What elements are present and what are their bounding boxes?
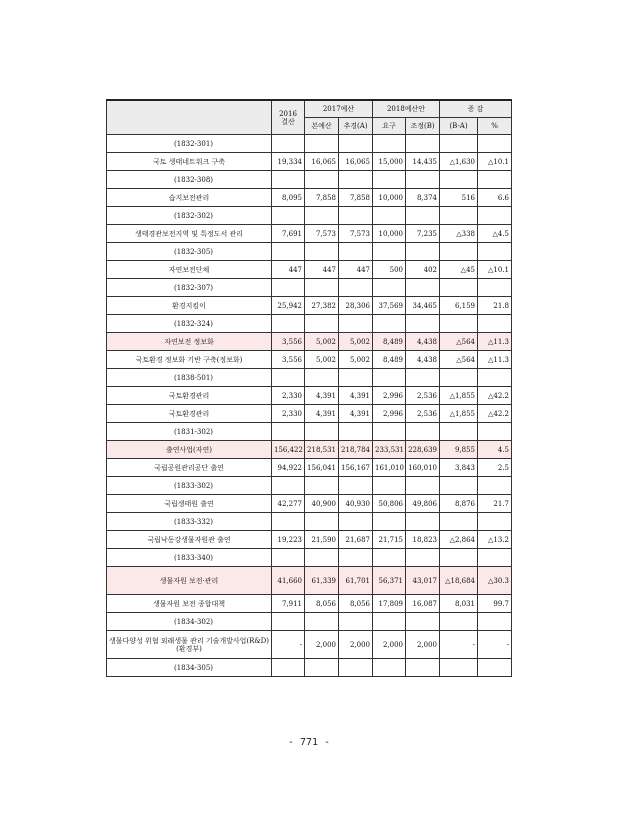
cell-adj — [406, 171, 440, 189]
cell-pct — [478, 477, 512, 495]
cell-v2016: 7,691 — [272, 225, 305, 243]
cell-v2017 — [305, 315, 339, 333]
cell-req: 17,809 — [373, 595, 406, 613]
header-request: 요구 — [373, 118, 406, 135]
cell-diff: △338 — [440, 225, 478, 243]
cell-req — [373, 369, 406, 387]
cell-req — [373, 171, 406, 189]
cell-v2017 — [305, 207, 339, 225]
cell-v2017a — [339, 315, 373, 333]
code-row — [107, 135, 512, 153]
cell-diff: 3,843 — [440, 459, 478, 477]
code-row — [107, 613, 512, 631]
cell-v2016: 3,556 — [272, 333, 305, 351]
header-adjusted: 조정(B) — [406, 118, 440, 135]
program-code: (1832-301) — [107, 135, 272, 153]
cell-req: 10,000 — [373, 189, 406, 207]
cell-req: 2,996 — [373, 405, 406, 423]
item-name: 국토환경관리 — [107, 387, 272, 405]
item-name: 국립공원관리공단 출연 — [107, 459, 272, 477]
item-name: 습지보전관리 — [107, 189, 272, 207]
cell-req — [373, 243, 406, 261]
item-name: 국토 생태네트워크 구축 — [107, 153, 272, 171]
cell-v2016: 7,911 — [272, 595, 305, 613]
cell-v2016 — [272, 513, 305, 531]
cell-adj: 160,010 — [406, 459, 440, 477]
cell-pct: 21.7 — [478, 495, 512, 513]
program-code: (1832-305) — [107, 243, 272, 261]
cell-v2017: 218,531 — [305, 441, 339, 459]
header-supplementary: 추경(A) — [339, 118, 373, 135]
header-pct: % — [478, 118, 512, 135]
cell-diff — [440, 207, 478, 225]
cell-diff: 9,855 — [440, 441, 478, 459]
cell-v2017 — [305, 613, 339, 631]
cell-pct: △11.3 — [478, 351, 512, 369]
cell-v2016 — [272, 477, 305, 495]
cell-v2017 — [305, 369, 339, 387]
cell-pct: 99.7 — [478, 595, 512, 613]
cell-v2017: 7,858 — [305, 189, 339, 207]
cell-req: 2,000 — [373, 631, 406, 659]
cell-req: 233,531 — [373, 441, 406, 459]
cell-pct — [478, 243, 512, 261]
cell-v2017: 156,041 — [305, 459, 339, 477]
cell-v2017 — [305, 135, 339, 153]
cell-diff — [440, 315, 478, 333]
item-name: 자연보전 정보화 — [107, 333, 272, 351]
cell-v2016 — [272, 171, 305, 189]
cell-pct — [478, 369, 512, 387]
cell-v2017: 5,002 — [305, 333, 339, 351]
cell-diff — [440, 659, 478, 677]
code-row — [107, 659, 512, 677]
table-row — [107, 297, 512, 315]
table-row — [107, 153, 512, 171]
cell-pct: △4.5 — [478, 225, 512, 243]
cell-pct: - — [478, 631, 512, 659]
cell-v2017a: 2,000 — [339, 631, 373, 659]
table-row — [107, 261, 512, 279]
cell-v2016: 2,330 — [272, 405, 305, 423]
cell-v2017: 61,339 — [305, 567, 339, 595]
cell-diff: 8,876 — [440, 495, 478, 513]
header-2018: 2018예산안 — [373, 100, 440, 118]
cell-pct: 6.6 — [478, 189, 512, 207]
cell-v2017a: 21,687 — [339, 531, 373, 549]
cell-v2016: 94,922 — [272, 459, 305, 477]
cell-v2017: 4,391 — [305, 387, 339, 405]
header-item-name — [107, 100, 272, 135]
cell-adj: 4,438 — [406, 333, 440, 351]
cell-req — [373, 513, 406, 531]
table-row — [107, 531, 512, 549]
cell-diff: △1,855 — [440, 405, 478, 423]
cell-req: 15,000 — [373, 153, 406, 171]
cell-adj — [406, 477, 440, 495]
cell-adj — [406, 207, 440, 225]
item-name: 국립생태원 출연 — [107, 495, 272, 513]
cell-pct: △11.3 — [478, 333, 512, 351]
cell-pct: △42.2 — [478, 387, 512, 405]
cell-v2017a: 156,167 — [339, 459, 373, 477]
code-row — [107, 315, 512, 333]
cell-diff: 516 — [440, 189, 478, 207]
cell-v2016: 19,334 — [272, 153, 305, 171]
cell-adj: 16,087 — [406, 595, 440, 613]
cell-v2016 — [272, 135, 305, 153]
cell-pct — [478, 135, 512, 153]
cell-v2017a: 28,306 — [339, 297, 373, 315]
cell-pct: △10.1 — [478, 153, 512, 171]
cell-adj — [406, 369, 440, 387]
cell-adj: 228,639 — [406, 441, 440, 459]
cell-req — [373, 135, 406, 153]
cell-req — [373, 423, 406, 441]
cell-v2017 — [305, 423, 339, 441]
program-code: (1838-501) — [107, 369, 272, 387]
cell-diff: - — [440, 631, 478, 659]
cell-adj: 4,438 — [406, 351, 440, 369]
cell-req — [373, 315, 406, 333]
table-row — [107, 387, 512, 405]
cell-diff — [440, 135, 478, 153]
cell-diff: △564 — [440, 333, 478, 351]
cell-req: 8,489 — [373, 333, 406, 351]
cell-pct — [478, 423, 512, 441]
cell-v2017 — [305, 279, 339, 297]
cell-pct: △13.2 — [478, 531, 512, 549]
table-row — [107, 631, 512, 659]
cell-v2017a: 4,391 — [339, 387, 373, 405]
cell-adj — [406, 613, 440, 631]
cell-req: 10,000 — [373, 225, 406, 243]
cell-v2017: 40,900 — [305, 495, 339, 513]
cell-v2017a — [339, 423, 373, 441]
header-main-budget: 본예산 — [305, 118, 339, 135]
table-row — [107, 333, 512, 351]
item-name: 국토환경 정보화 기반 구축(정보화) — [107, 351, 272, 369]
cell-v2017: 5,002 — [305, 351, 339, 369]
cell-v2017a — [339, 613, 373, 631]
cell-adj — [406, 423, 440, 441]
cell-adj: 8,374 — [406, 189, 440, 207]
budget-table — [106, 99, 512, 677]
cell-adj: 2,536 — [406, 387, 440, 405]
cell-v2017: 4,391 — [305, 405, 339, 423]
code-row — [107, 423, 512, 441]
cell-v2016: 8,095 — [272, 189, 305, 207]
cell-v2016: - — [272, 631, 305, 659]
cell-v2017a: 5,002 — [339, 333, 373, 351]
header-2017: 2017예산 — [305, 100, 373, 118]
cell-adj: 43,017 — [406, 567, 440, 595]
item-name: 국토환경관리 — [107, 405, 272, 423]
program-code: (1832-307) — [107, 279, 272, 297]
cell-adj — [406, 135, 440, 153]
cell-v2016 — [272, 659, 305, 677]
code-row — [107, 513, 512, 531]
cell-v2017: 2,000 — [305, 631, 339, 659]
cell-v2017a — [339, 369, 373, 387]
cell-v2016: 2,330 — [272, 387, 305, 405]
cell-v2017 — [305, 513, 339, 531]
cell-v2017a — [339, 279, 373, 297]
program-code: (1831-302) — [107, 423, 272, 441]
item-name: 생물다양성 위협 외래생물 관리 기술개발사업(R&D)(환경부) — [107, 631, 272, 659]
cell-diff: △564 — [440, 351, 478, 369]
cell-pct: △42.2 — [478, 405, 512, 423]
item-name: 생물자원 보전·관리 — [107, 567, 272, 595]
table-body — [107, 135, 512, 677]
cell-req: 500 — [373, 261, 406, 279]
code-row — [107, 207, 512, 225]
cell-req: 56,371 — [373, 567, 406, 595]
table-header — [107, 100, 512, 135]
cell-adj — [406, 549, 440, 567]
cell-diff — [440, 513, 478, 531]
cell-v2017: 16,065 — [305, 153, 339, 171]
cell-req — [373, 549, 406, 567]
cell-pct: △10.1 — [478, 261, 512, 279]
cell-adj: 34,465 — [406, 297, 440, 315]
cell-pct — [478, 549, 512, 567]
table-row — [107, 189, 512, 207]
cell-diff — [440, 549, 478, 567]
cell-req: 21,715 — [373, 531, 406, 549]
cell-v2017a: 5,002 — [339, 351, 373, 369]
cell-req: 161,010 — [373, 459, 406, 477]
cell-v2016 — [272, 243, 305, 261]
cell-adj: 2,536 — [406, 405, 440, 423]
cell-req: 50,806 — [373, 495, 406, 513]
cell-v2016 — [272, 613, 305, 631]
cell-diff: △45 — [440, 261, 478, 279]
cell-v2016 — [272, 315, 305, 333]
cell-diff: △2,864 — [440, 531, 478, 549]
cell-diff — [440, 171, 478, 189]
code-row — [107, 477, 512, 495]
cell-pct: 21.8 — [478, 297, 512, 315]
program-code: (1832-302) — [107, 207, 272, 225]
cell-diff: △18,684 — [440, 567, 478, 595]
cell-diff: △1,855 — [440, 387, 478, 405]
cell-adj: 49,806 — [406, 495, 440, 513]
item-name: 자연보전단체 — [107, 261, 272, 279]
cell-v2017 — [305, 549, 339, 567]
header-2016-label: 결산 — [281, 117, 295, 126]
item-name: 생태경관보전지역 및 특정도서 관리 — [107, 225, 272, 243]
cell-pct: △30.3 — [478, 567, 512, 595]
cell-adj — [406, 243, 440, 261]
item-name: 환경지킴이 — [107, 297, 272, 315]
cell-req: 2,996 — [373, 387, 406, 405]
table-row — [107, 351, 512, 369]
cell-diff: △1,630 — [440, 153, 478, 171]
table-row — [107, 567, 512, 595]
cell-v2017 — [305, 477, 339, 495]
cell-v2016 — [272, 207, 305, 225]
cell-v2017a — [339, 477, 373, 495]
table-row — [107, 225, 512, 243]
header-2016 — [272, 100, 305, 135]
cell-pct — [478, 171, 512, 189]
cell-v2016: 447 — [272, 261, 305, 279]
cell-v2016: 3,556 — [272, 351, 305, 369]
cell-v2016 — [272, 549, 305, 567]
cell-v2017a: 4,391 — [339, 405, 373, 423]
cell-pct: 4.5 — [478, 441, 512, 459]
cell-req: 37,569 — [373, 297, 406, 315]
cell-v2017 — [305, 659, 339, 677]
cell-v2017 — [305, 171, 339, 189]
program-code: (1832-324) — [107, 315, 272, 333]
cell-pct — [478, 659, 512, 677]
cell-v2017: 8,056 — [305, 595, 339, 613]
cell-adj: 14,435 — [406, 153, 440, 171]
cell-v2017: 7,573 — [305, 225, 339, 243]
cell-adj — [406, 513, 440, 531]
code-row — [107, 549, 512, 567]
cell-v2017a — [339, 513, 373, 531]
cell-v2017a — [339, 171, 373, 189]
cell-v2017a — [339, 549, 373, 567]
cell-v2016: 19,223 — [272, 531, 305, 549]
cell-v2017a: 16,065 — [339, 153, 373, 171]
cell-v2017a: 447 — [339, 261, 373, 279]
cell-req — [373, 613, 406, 631]
cell-adj — [406, 279, 440, 297]
table-row — [107, 595, 512, 613]
cell-diff: 8,031 — [440, 595, 478, 613]
cell-diff — [440, 613, 478, 631]
cell-v2016 — [272, 423, 305, 441]
table-row — [107, 405, 512, 423]
cell-diff — [440, 279, 478, 297]
cell-adj: 2,000 — [406, 631, 440, 659]
cell-adj: 402 — [406, 261, 440, 279]
cell-req — [373, 279, 406, 297]
cell-v2017a — [339, 243, 373, 261]
cell-v2016: 41,660 — [272, 567, 305, 595]
code-row — [107, 369, 512, 387]
cell-v2017a — [339, 207, 373, 225]
cell-v2017a: 7,573 — [339, 225, 373, 243]
cell-adj: 18,823 — [406, 531, 440, 549]
program-code: (1832-308) — [107, 171, 272, 189]
program-code: (1833-332) — [107, 513, 272, 531]
cell-diff — [440, 477, 478, 495]
cell-diff — [440, 243, 478, 261]
code-row — [107, 171, 512, 189]
cell-v2016: 42,277 — [272, 495, 305, 513]
cell-v2017a: 61,701 — [339, 567, 373, 595]
cell-adj: 7,235 — [406, 225, 440, 243]
cell-v2017: 447 — [305, 261, 339, 279]
code-row — [107, 243, 512, 261]
cell-req — [373, 477, 406, 495]
program-code: (1833-340) — [107, 549, 272, 567]
table-row — [107, 441, 512, 459]
cell-v2017a: 218,784 — [339, 441, 373, 459]
cell-adj — [406, 315, 440, 333]
cell-v2017a: 40,930 — [339, 495, 373, 513]
cell-diff — [440, 423, 478, 441]
cell-pct — [478, 513, 512, 531]
cell-req — [373, 207, 406, 225]
item-name: 출연사업(자연) — [107, 441, 272, 459]
header-change: 증 감 — [440, 100, 512, 118]
cell-v2017 — [305, 243, 339, 261]
cell-diff — [440, 369, 478, 387]
page-number: - 771 - — [287, 737, 331, 748]
cell-v2016: 156,422 — [272, 441, 305, 459]
cell-v2017a: 7,858 — [339, 189, 373, 207]
cell-v2017a: 8,056 — [339, 595, 373, 613]
cell-v2017: 21,590 — [305, 531, 339, 549]
cell-req — [373, 659, 406, 677]
cell-v2017: 27,382 — [305, 297, 339, 315]
cell-v2016 — [272, 279, 305, 297]
item-name: 국립낙동강생물자원관 출연 — [107, 531, 272, 549]
item-name: 생물자원 보전 종합대책 — [107, 595, 272, 613]
cell-v2017a — [339, 135, 373, 153]
cell-v2016 — [272, 369, 305, 387]
cell-pct — [478, 279, 512, 297]
cell-adj — [406, 659, 440, 677]
program-code: (1834-305) — [107, 659, 272, 677]
cell-req: 8,489 — [373, 351, 406, 369]
cell-v2016: 25,942 — [272, 297, 305, 315]
header-2016-year: 2016 — [279, 109, 297, 118]
cell-pct — [478, 207, 512, 225]
table-row — [107, 495, 512, 513]
program-code: (1833-302) — [107, 477, 272, 495]
header-diff: (B-A) — [440, 118, 478, 135]
cell-diff: 6,159 — [440, 297, 478, 315]
cell-pct: 2.5 — [478, 459, 512, 477]
cell-pct — [478, 315, 512, 333]
code-row — [107, 279, 512, 297]
table-row — [107, 459, 512, 477]
program-code: (1834-302) — [107, 613, 272, 631]
cell-v2017a — [339, 659, 373, 677]
cell-pct — [478, 613, 512, 631]
